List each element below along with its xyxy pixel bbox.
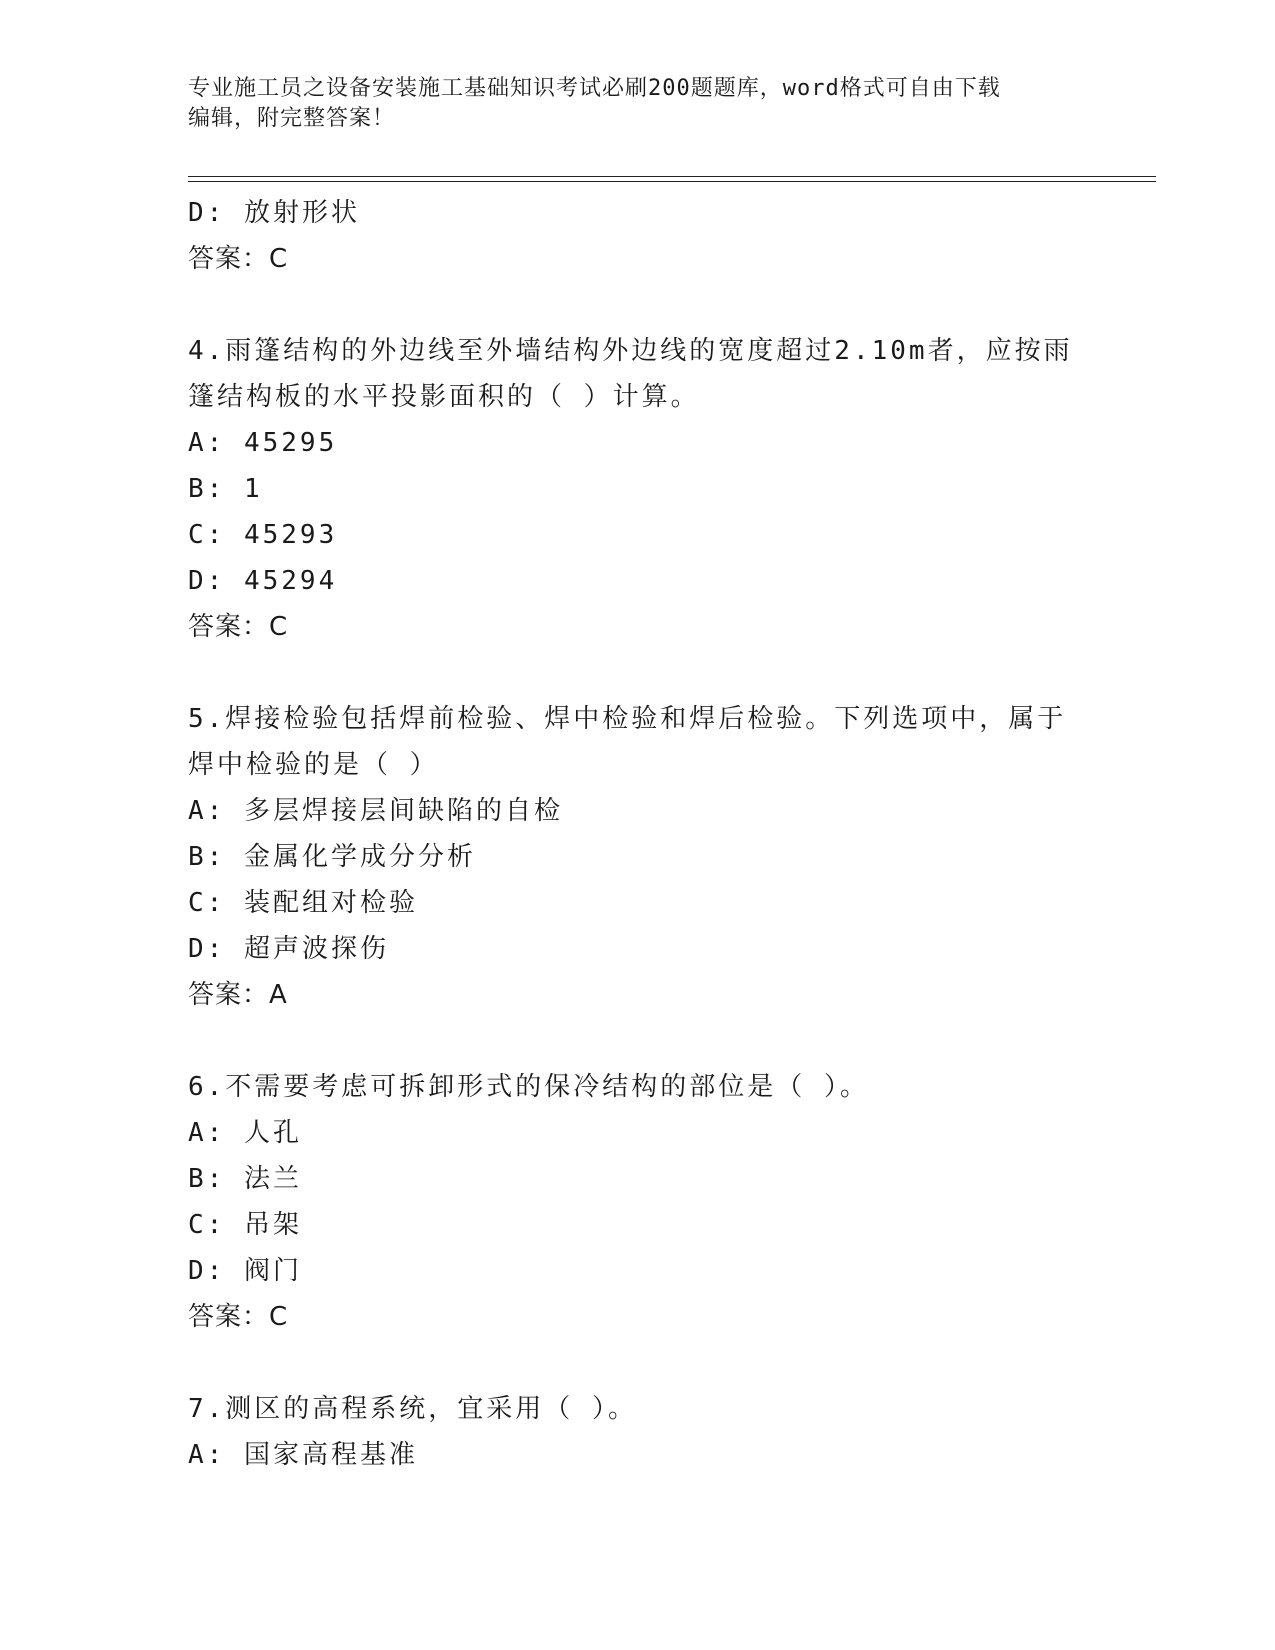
spacer [188, 650, 1088, 696]
document-header [188, 74, 1088, 134]
q4-stem-line-2: 篷结构板的水平投影面积的（ ）计算。 [188, 382, 700, 412]
q3-option-d: D: 放射形状 [188, 198, 360, 228]
q5-option-c: C: 装配组对检验 [188, 888, 418, 918]
q4-option-c: C: 45293 [188, 520, 338, 550]
q4-stem-line-1: 4.雨篷结构的外边线至外墙结构外边线的宽度超过2.10m者，应按雨 [188, 336, 1073, 366]
question-list [188, 190, 1088, 1478]
spacer [188, 1018, 1088, 1064]
header-divider-top [188, 176, 1156, 177]
q7-option-a: A: 国家高程基准 [188, 1440, 418, 1470]
spacer [188, 1340, 1088, 1386]
q5-option-b: B: 金属化学成分分析 [188, 842, 476, 872]
q5-stem-line-2: 焊中检验的是（ ） [188, 750, 439, 780]
q4-answer: 答案：C [188, 612, 289, 642]
q6-answer: 答案：C [188, 1302, 289, 1332]
spacer [188, 282, 1088, 328]
q6-stem-line-1: 6.不需要考虑可拆卸形式的保冷结构的部位是（ ）。 [188, 1072, 869, 1102]
q6-option-c: C: 吊架 [188, 1210, 302, 1240]
q4-option-d: D: 45294 [188, 566, 338, 596]
q7-stem-line-1: 7.测区的高程系统，宜采用（ ）。 [188, 1394, 637, 1424]
q5-option-d: D: 超声波探伤 [188, 934, 389, 964]
q5-option-a: A: 多层焊接层间缺陷的自检 [188, 796, 563, 826]
q6-option-b: B: 法兰 [188, 1164, 302, 1194]
q4-option-b: B: 1 [188, 474, 263, 504]
header-line-2: 编辑，附完整答案！ [188, 106, 396, 131]
q6-option-a: A: 人孔 [188, 1118, 302, 1148]
header-line-1: 专业施工员之设备安装施工基础知识考试必刷200题题库，word格式可自由下载 [188, 76, 1001, 101]
q6-option-d: D: 阀门 [188, 1256, 302, 1286]
header-divider-bottom [188, 181, 1156, 182]
q5-answer: 答案：A [188, 980, 288, 1010]
q5-stem-line-1: 5.焊接检验包括焊前检验、焊中检验和焊后检验。下列选项中，属于 [188, 704, 1067, 734]
q4-option-a: A: 45295 [188, 428, 338, 458]
q3-answer: 答案：C [188, 244, 289, 274]
